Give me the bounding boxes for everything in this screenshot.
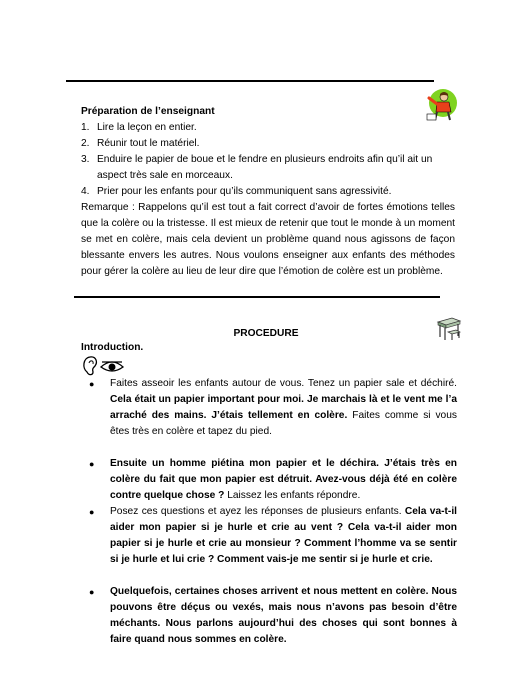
prep-step-2: [81, 136, 455, 152]
list-item: [89, 456, 457, 504]
list-item-text: [110, 376, 457, 440]
teacher-preparation-section: [81, 104, 455, 280]
list-item: [89, 584, 457, 648]
prep-step-number: 1.: [81, 122, 90, 133]
school-desk-icon: [434, 312, 464, 342]
bold-text: Cela était un papier important pour moi. Je marchais là et le vent me l’a arraché des mains. J’étais tellement en colère.: [110, 394, 457, 421]
prep-step-number: 3.: [81, 154, 90, 165]
introduction-heading: Introduction.: [81, 342, 144, 353]
prep-step-number: 4.: [81, 186, 90, 197]
plain-text: Faites comme si vous êtes très en colère et tapez du pied.: [110, 410, 457, 437]
bullet-icon: ●: [89, 379, 95, 389]
preparation-remark: Remarque : Rappelons qu’il est tout a fait correct d’avoir de fortes émotions telles que la colère ou la tristesse. Il est mieux de retenir que tout le monde à un moment se met en colère, mais cela devient un problème quand nous agissons de façon blessante envers les autres. Nous voulons enseigner aux enfants des méthodes pour gérer la colère au lieu de leur dire que l’émotion de colère est un problème.: [81, 202, 455, 277]
list-item: [89, 504, 457, 568]
plain-text: Faites asseoir les enfants autour de vous. Tenez un papier sale et déchiré.: [110, 378, 457, 389]
bullet-icon: ●: [89, 587, 95, 597]
list-item-text: [110, 584, 457, 648]
plain-text: Posez ces questions et ayez les réponses de plusieurs enfants.: [110, 506, 405, 517]
bullet-icon: ●: [89, 507, 95, 517]
bold-text: Ensuite un homme piétina mon papier et le déchira. J’étais très en colère du fait que mon papier est détruit. Avez-vous déjà été en colère contre quelque chose ?: [110, 458, 457, 501]
prep-step-1: [81, 120, 455, 136]
procedure-bullets: [89, 376, 457, 648]
bold-text: Cela va-t-il aider mon papier si je hurle et crie au vent ? Cela va-t-il aider mon papier si je hurle et crie au monsieur ? Comment l’homme va se sentir si je hurle et lui crie ? Comment vais-je me sentir si je hurle et crie.: [110, 506, 457, 565]
bold-text: Quelquefois, certaines choses arrivent et nous mettent en colère. Nous pouvons être déçus ou vexés, mais nous n’avons pas besoin d’être méchants. Nous parlons aujourd’hui des choses qui sont bonnes à faire quand nous sommes en colère.: [110, 586, 457, 645]
bullet-icon: ●: [89, 459, 95, 469]
preparation-title: Préparation de l’enseignant: [81, 106, 215, 117]
prep-step-text: Enduire le papier de boue et le fendre en plusieurs endroits afin qu’il ait un aspect très sale en morceaux.: [97, 154, 433, 181]
prep-step-text: Réunir tout le matériel.: [97, 138, 200, 149]
prep-step-text: Lire la leçon en entier.: [97, 122, 197, 133]
middle-divider: [74, 296, 440, 298]
ear-eye-icon: [81, 355, 125, 377]
list-item-text: [110, 456, 457, 504]
top-divider: [66, 80, 434, 82]
prep-step-number: 2.: [81, 138, 90, 149]
prep-step-3: [81, 152, 455, 184]
prep-step-4: [81, 184, 455, 200]
plain-text: Laissez les enfants répondre.: [224, 490, 361, 501]
procedure-title: PROCEDURE: [233, 328, 299, 339]
prep-step-text: Prier pour les enfants pour qu’ils communiquent sans agressivité.: [97, 186, 392, 197]
list-item: [89, 376, 457, 440]
list-item-text: [110, 504, 457, 568]
